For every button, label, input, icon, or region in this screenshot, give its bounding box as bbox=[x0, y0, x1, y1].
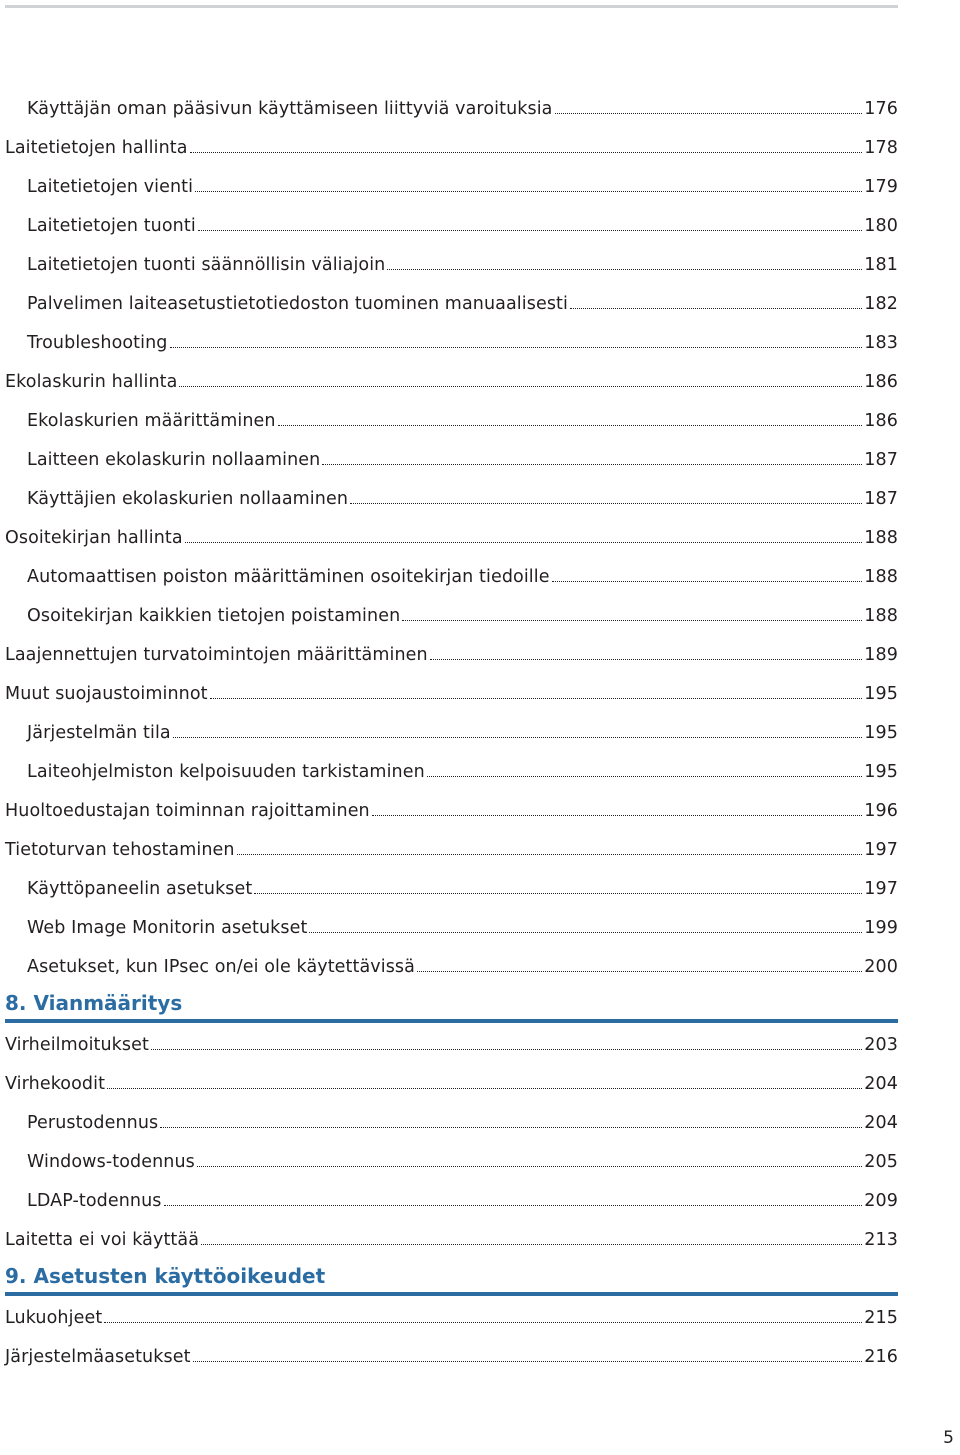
toc-entry-page: 215 bbox=[864, 1307, 898, 1328]
toc-entry-label: LDAP-todennus bbox=[27, 1190, 162, 1211]
toc-entry-label: Osoitekirjan hallinta bbox=[5, 527, 183, 548]
toc-entry-page: 176 bbox=[864, 98, 898, 119]
dot-leader bbox=[552, 581, 863, 582]
toc-entry-label: Windows-todennus bbox=[27, 1151, 195, 1172]
dot-leader bbox=[107, 1088, 862, 1089]
toc-entry[interactable] bbox=[5, 89, 898, 128]
dot-leader bbox=[179, 386, 862, 387]
toc-entry-page: 205 bbox=[864, 1151, 898, 1172]
toc-entry-label: Laiteohjelmiston kelpoisuuden tarkistaminen bbox=[27, 761, 425, 782]
toc-entry[interactable] bbox=[5, 479, 898, 518]
dot-leader bbox=[555, 113, 863, 114]
toc-entry[interactable] bbox=[5, 1103, 898, 1142]
toc-entry-label: Käyttöpaneelin asetukset bbox=[27, 878, 253, 899]
dot-leader bbox=[210, 698, 863, 699]
dot-leader bbox=[322, 464, 862, 465]
toc-entry-page: 197 bbox=[864, 839, 898, 860]
toc-entry-label: Laitteen ekolaskurin nollaaminen bbox=[27, 449, 321, 470]
toc-entry-page: 183 bbox=[864, 332, 898, 353]
toc-entry[interactable] bbox=[5, 752, 898, 791]
toc-entry[interactable] bbox=[5, 1337, 898, 1376]
toc-entry-page: 178 bbox=[864, 137, 898, 158]
page-number: 5 bbox=[943, 1428, 954, 1448]
chapter-title: 8. Vianmääritys bbox=[5, 991, 183, 1015]
toc-entry-label: Huoltoedustajan toiminnan rajoittaminen bbox=[5, 800, 370, 821]
toc-entry[interactable] bbox=[5, 557, 898, 596]
toc-entry[interactable] bbox=[5, 362, 898, 401]
dot-leader bbox=[173, 737, 863, 738]
toc-entry-page: 209 bbox=[864, 1190, 898, 1211]
dot-leader bbox=[570, 308, 862, 309]
toc-entry-label: Laitetietojen vienti bbox=[27, 176, 194, 197]
toc-entry-label: Järjestelmäasetukset bbox=[5, 1346, 191, 1367]
toc-entry[interactable] bbox=[5, 128, 898, 167]
toc-entry[interactable] bbox=[5, 596, 898, 635]
dot-leader bbox=[197, 1166, 862, 1167]
toc-entry-page: 200 bbox=[864, 956, 898, 977]
toc-entry[interactable] bbox=[5, 1064, 898, 1103]
toc-entry[interactable] bbox=[5, 1298, 898, 1337]
toc-entry-label: Käyttäjän oman pääsivun käyttämiseen liittyviä varoituksia bbox=[27, 98, 553, 119]
chapter-rule bbox=[5, 1292, 898, 1296]
dot-leader bbox=[185, 542, 863, 543]
dot-leader bbox=[350, 503, 862, 504]
toc-entry-page: 203 bbox=[864, 1034, 898, 1055]
header-rule bbox=[5, 5, 898, 8]
toc-entry[interactable] bbox=[5, 830, 898, 869]
toc-entry-label: Ekolaskurien määrittäminen bbox=[27, 410, 276, 431]
toc-entry-label: Muut suojaustoiminnot bbox=[5, 683, 208, 704]
dot-leader bbox=[430, 659, 863, 660]
toc-entry[interactable] bbox=[5, 947, 898, 986]
toc-entry-label: Lukuohjeet bbox=[5, 1307, 103, 1328]
chapter-rule bbox=[5, 1019, 898, 1023]
dot-leader bbox=[372, 815, 863, 816]
toc-entry-page: 186 bbox=[864, 371, 898, 392]
toc-entry-label: Web Image Monitorin asetukset bbox=[27, 917, 308, 938]
chapter-title: 9. Asetusten käyttöoikeudet bbox=[5, 1264, 326, 1288]
toc-entry[interactable] bbox=[5, 245, 898, 284]
toc-entry[interactable] bbox=[5, 440, 898, 479]
toc-entry[interactable] bbox=[5, 635, 898, 674]
toc-entry-label: Järjestelmän tila bbox=[27, 722, 171, 743]
toc-entry-page: 179 bbox=[864, 176, 898, 197]
toc-entry-page: 196 bbox=[864, 800, 898, 821]
toc-entry-label: Asetukset, kun IPsec on/ei ole käytettävissä bbox=[27, 956, 415, 977]
dot-leader bbox=[402, 620, 862, 621]
toc-entry-page: 195 bbox=[864, 761, 898, 782]
toc-entry-page: 197 bbox=[864, 878, 898, 899]
dot-leader bbox=[427, 776, 863, 777]
dot-leader bbox=[254, 893, 862, 894]
toc-entry[interactable] bbox=[5, 206, 898, 245]
toc-entry-page: 182 bbox=[864, 293, 898, 314]
toc-entry-page: 187 bbox=[864, 449, 898, 470]
toc-entry[interactable] bbox=[5, 401, 898, 440]
toc-entry-page: 216 bbox=[864, 1346, 898, 1367]
dot-leader bbox=[198, 230, 863, 231]
dot-leader bbox=[104, 1322, 862, 1323]
toc-entry-page: 195 bbox=[864, 683, 898, 704]
toc-entry[interactable] bbox=[5, 713, 898, 752]
toc-entry[interactable] bbox=[5, 1142, 898, 1181]
dot-leader bbox=[170, 347, 863, 348]
dot-leader bbox=[417, 971, 862, 972]
toc-entry-label: Laitetietojen hallinta bbox=[5, 137, 188, 158]
toc-entry-page: 188 bbox=[864, 527, 898, 548]
toc-entry-page: 187 bbox=[864, 488, 898, 509]
toc-entry-label: Laitetietojen tuonti bbox=[27, 215, 196, 236]
toc-entry[interactable] bbox=[5, 674, 898, 713]
toc-entry-page: 188 bbox=[864, 605, 898, 626]
toc-entry[interactable] bbox=[5, 167, 898, 206]
toc-entry-page: 181 bbox=[864, 254, 898, 275]
dot-leader bbox=[387, 269, 862, 270]
toc-entry-page: 186 bbox=[864, 410, 898, 431]
dot-leader bbox=[190, 152, 863, 153]
toc-entry-label: Osoitekirjan kaikkien tietojen poistaminen bbox=[27, 605, 401, 626]
table-of-contents bbox=[5, 89, 898, 1376]
toc-entry-page: 189 bbox=[864, 644, 898, 665]
toc-entry-page: 213 bbox=[864, 1229, 898, 1250]
toc-entry-label: Laitetietojen tuonti säännöllisin väliajoin bbox=[27, 254, 386, 275]
toc-entry-label: Ekolaskurin hallinta bbox=[5, 371, 178, 392]
toc-entry-label: Palvelimen laiteasetustietotiedoston tuominen manuaalisesti bbox=[27, 293, 568, 314]
toc-entry-label: Virhekoodit bbox=[5, 1073, 106, 1094]
dot-leader bbox=[237, 854, 863, 855]
dot-leader bbox=[278, 425, 863, 426]
toc-entry-page: 204 bbox=[864, 1073, 898, 1094]
dot-leader bbox=[195, 191, 862, 192]
toc-entry[interactable] bbox=[5, 908, 898, 947]
dot-leader bbox=[160, 1127, 862, 1128]
toc-entry-label: Käyttäjien ekolaskurien nollaaminen bbox=[27, 488, 349, 509]
toc-entry-page: 180 bbox=[864, 215, 898, 236]
toc-entry-label: Tietoturvan tehostaminen bbox=[5, 839, 235, 860]
toc-entry-label: Perustodennus bbox=[27, 1112, 159, 1133]
toc-entry[interactable] bbox=[5, 791, 898, 830]
toc-entry-label: Troubleshooting bbox=[27, 332, 168, 353]
toc-entry[interactable] bbox=[5, 869, 898, 908]
toc-entry[interactable] bbox=[5, 284, 898, 323]
toc-entry-label: Laajennettujen turvatoimintojen määrittäminen bbox=[5, 644, 428, 665]
dot-leader bbox=[193, 1361, 863, 1362]
toc-entry-page: 204 bbox=[864, 1112, 898, 1133]
toc-chapter-heading[interactable] bbox=[5, 986, 898, 1025]
toc-entry[interactable] bbox=[5, 1181, 898, 1220]
dot-leader bbox=[201, 1244, 862, 1245]
toc-chapter-heading[interactable] bbox=[5, 1259, 898, 1298]
dot-leader bbox=[164, 1205, 863, 1206]
toc-entry-page: 188 bbox=[864, 566, 898, 587]
toc-entry-page: 199 bbox=[864, 917, 898, 938]
toc-entry-label: Laitetta ei voi käyttää bbox=[5, 1229, 200, 1250]
toc-entry[interactable] bbox=[5, 518, 898, 557]
toc-entry[interactable] bbox=[5, 1025, 898, 1064]
toc-entry[interactable] bbox=[5, 1220, 898, 1259]
dot-leader bbox=[309, 932, 862, 933]
toc-entry-label: Virheilmoitukset bbox=[5, 1034, 149, 1055]
toc-entry-page: 195 bbox=[864, 722, 898, 743]
toc-entry[interactable] bbox=[5, 323, 898, 362]
toc-entry-label: Automaattisen poiston määrittäminen osoitekirjan tiedoille bbox=[27, 566, 550, 587]
dot-leader bbox=[151, 1049, 862, 1050]
